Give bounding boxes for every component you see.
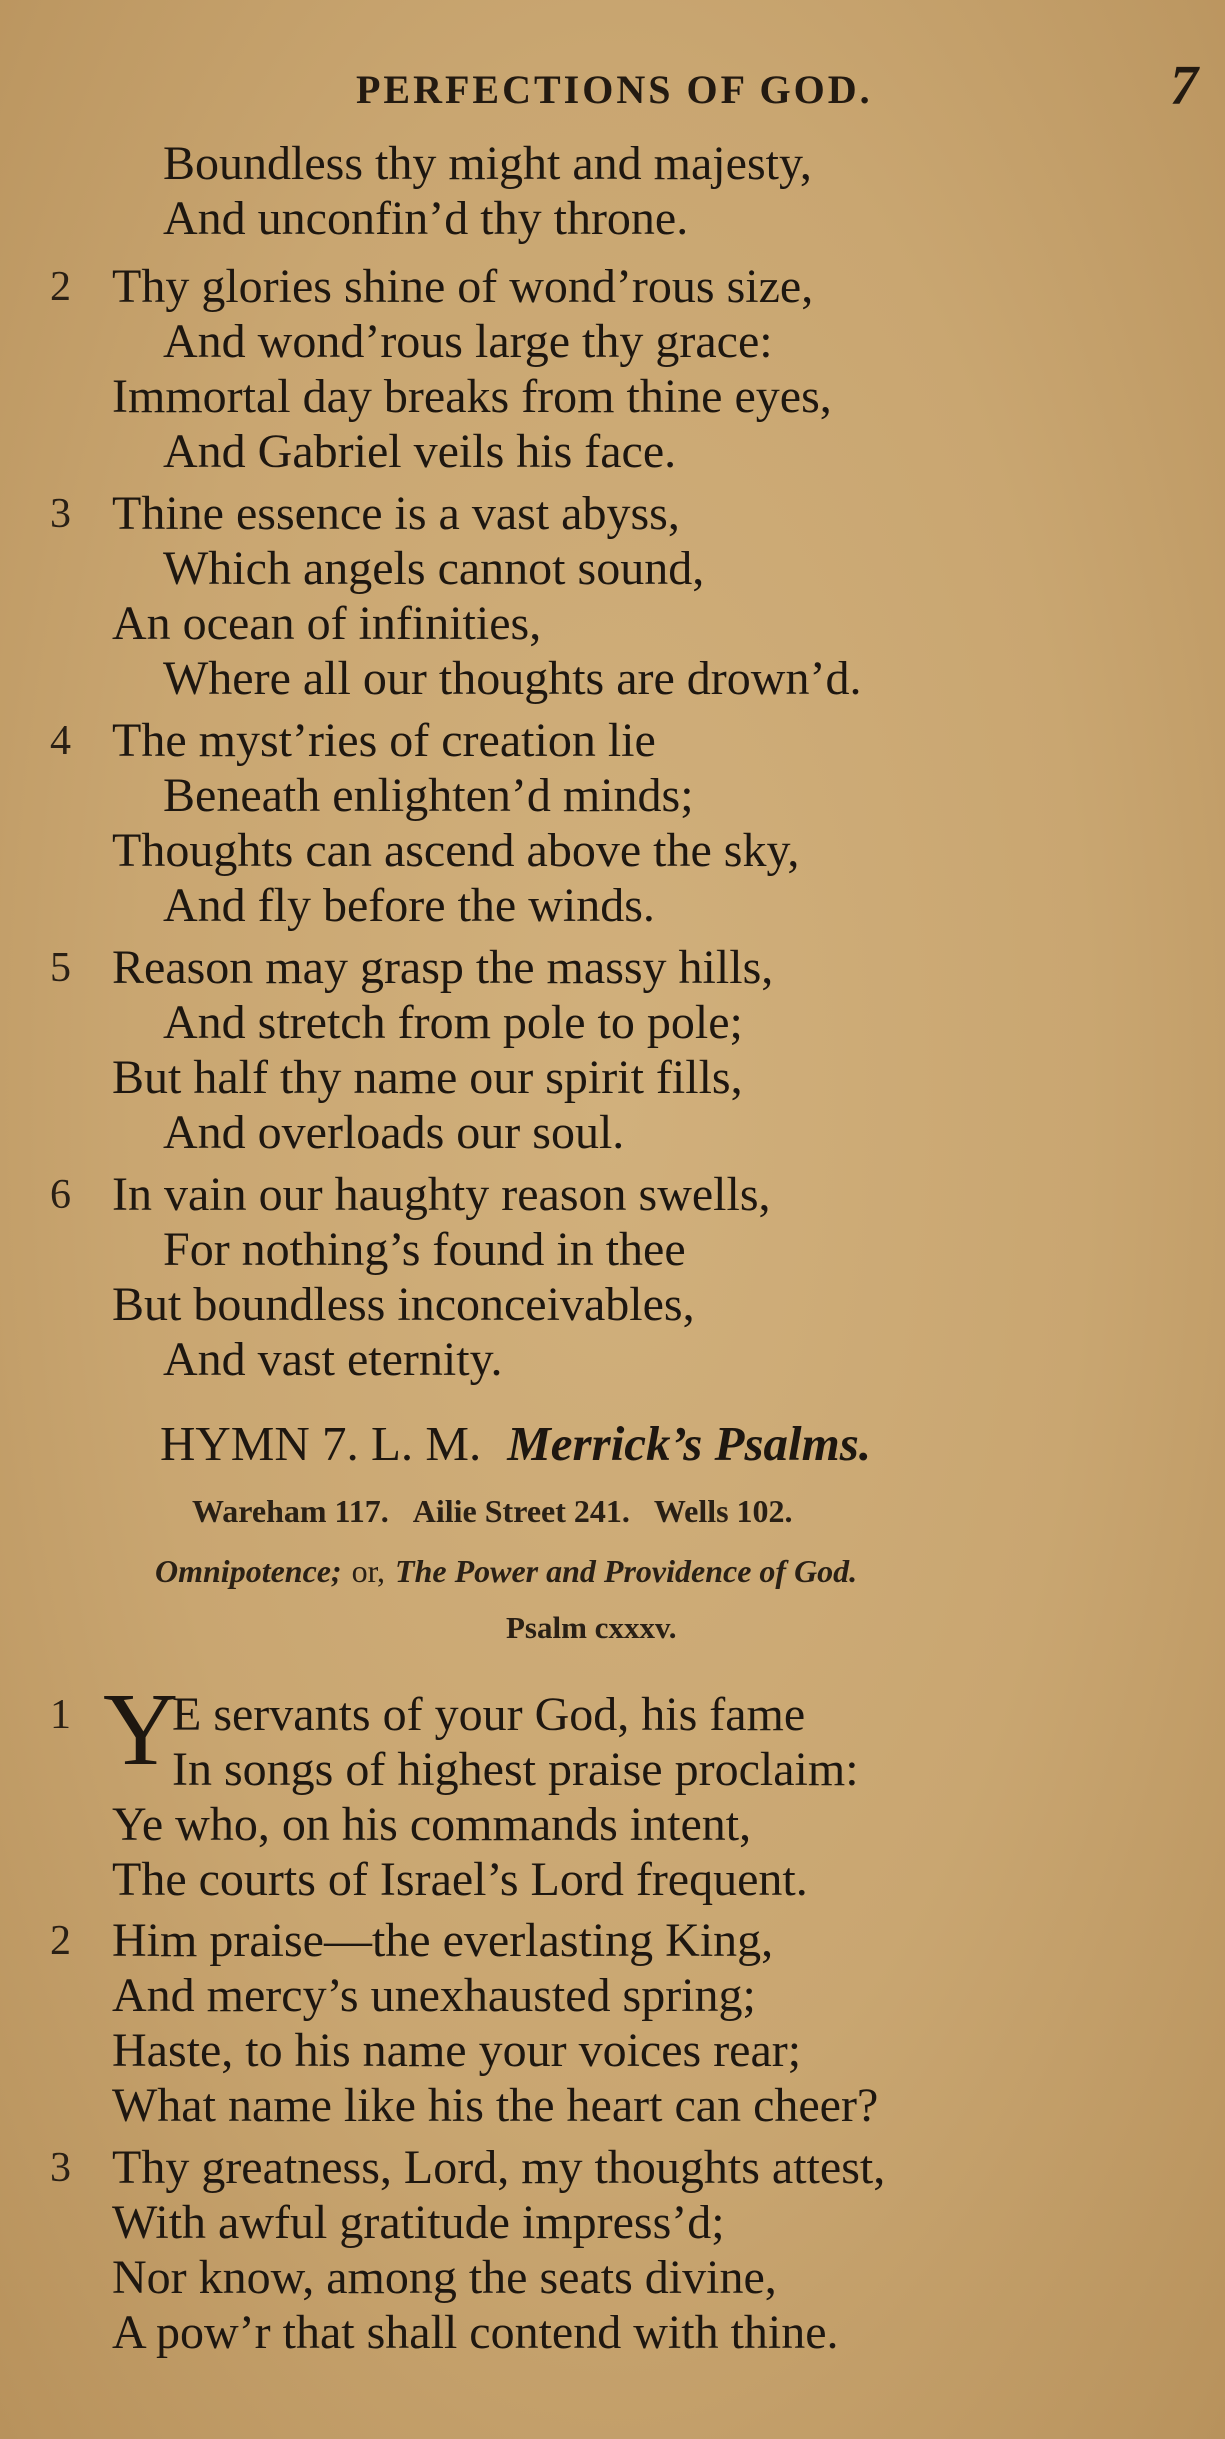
verse-line: And wond’rous large thy grace: [163,315,773,368]
subject-main: Omnipotence; [155,1553,342,1589]
verse-line: Where all our thoughts are drown’d. [163,652,862,705]
verse-line: An ocean of infinities, [112,597,542,650]
hymn-subject [155,1553,857,1590]
verse-line: With awful gratitude impress’d; [112,2196,725,2249]
verse-line: Him praise—the everlasting King, [112,1914,774,1967]
verse-line: And overloads our soul. [163,1106,625,1159]
verse-line: Thy glories shine of wond’rous size, [112,260,814,313]
drop-cap: Y [103,1672,179,1787]
verse-line: But boundless inconceivables, [112,1278,695,1331]
verse-line: Thine essence is a vast abyss, [112,487,680,540]
verse-line: And fly before the winds. [163,879,655,932]
tune-name: Ailie Street 241. [412,1493,630,1529]
verse-line: The myst’ries of creation lie [112,714,656,767]
stanza-number: 3 [50,2145,71,2191]
stanza-number: 2 [50,1918,71,1964]
verse-line: A pow’r that shall contend with thine. [112,2306,839,2359]
subject-alt: The Power and Providence of God. [395,1553,858,1589]
stanza-number: 4 [50,718,71,764]
tune-name: Wells 102. [653,1493,793,1529]
verse-line: Immortal day breaks from thine eyes, [112,370,832,423]
verse-line: But half thy name our spirit fills, [112,1051,743,1104]
verse-line: Beneath enlighten’d minds; [163,769,694,822]
verse-line: Thoughts can ascend above the sky, [112,824,800,877]
stanza-number: 3 [50,491,71,537]
running-head: PERFECTIONS OF GOD. [356,67,873,112]
verse-line: Ye who, on his commands intent, [112,1798,752,1851]
verse-line: And Gabriel veils his face. [163,425,677,478]
stanza-number: 6 [50,1172,71,1218]
verse-line: Boundless thy might and majesty, [163,137,812,190]
verse-line: The courts of Israel’s Lord frequent. [112,1853,808,1906]
verse-line: Which angels cannot sound, [163,542,705,595]
hymn-author: Merrick’s Psalms. [507,1416,872,1471]
hymn-title [160,1415,871,1472]
verse-line: Haste, to his name your voices rear; [112,2024,802,2077]
verse-line: And unconfin’d thy throne. [163,192,689,245]
stanza-number: 1 [50,1692,71,1738]
tune-list [192,1493,817,1530]
verse-line: In vain our haughty reason swells, [112,1168,771,1221]
verse-line: And vast eternity. [163,1333,503,1386]
verse-line: In songs of highest praise proclaim: [172,1743,859,1796]
verse-line: And stretch from pole to pole; [163,996,743,1049]
tune-name: Wareham 117. [192,1493,389,1529]
stanza-number: 5 [50,945,71,991]
stanza-number: 2 [50,264,71,310]
verse-line: What name like his the heart can cheer? [112,2079,879,2132]
page-header [0,48,1225,117]
hymn-number: HYMN 7. L. M. [160,1416,482,1471]
verse-line: E servants of your God, his fame [172,1688,806,1741]
verse-line: Nor know, among the seats divine, [112,2251,777,2304]
psalm-reference: Psalm cxxxv. [506,1610,677,1645]
subject-or: or, [351,1553,386,1589]
verse-line: Thy greatness, Lord, my thoughts attest, [112,2141,886,2194]
verse-line: And mercy’s unexhausted spring; [112,1969,756,2022]
verse-line: Reason may grasp the massy hills, [112,941,774,994]
verse-line: For nothing’s found in thee [163,1223,686,1276]
page-number: 7 [1170,55,1198,117]
